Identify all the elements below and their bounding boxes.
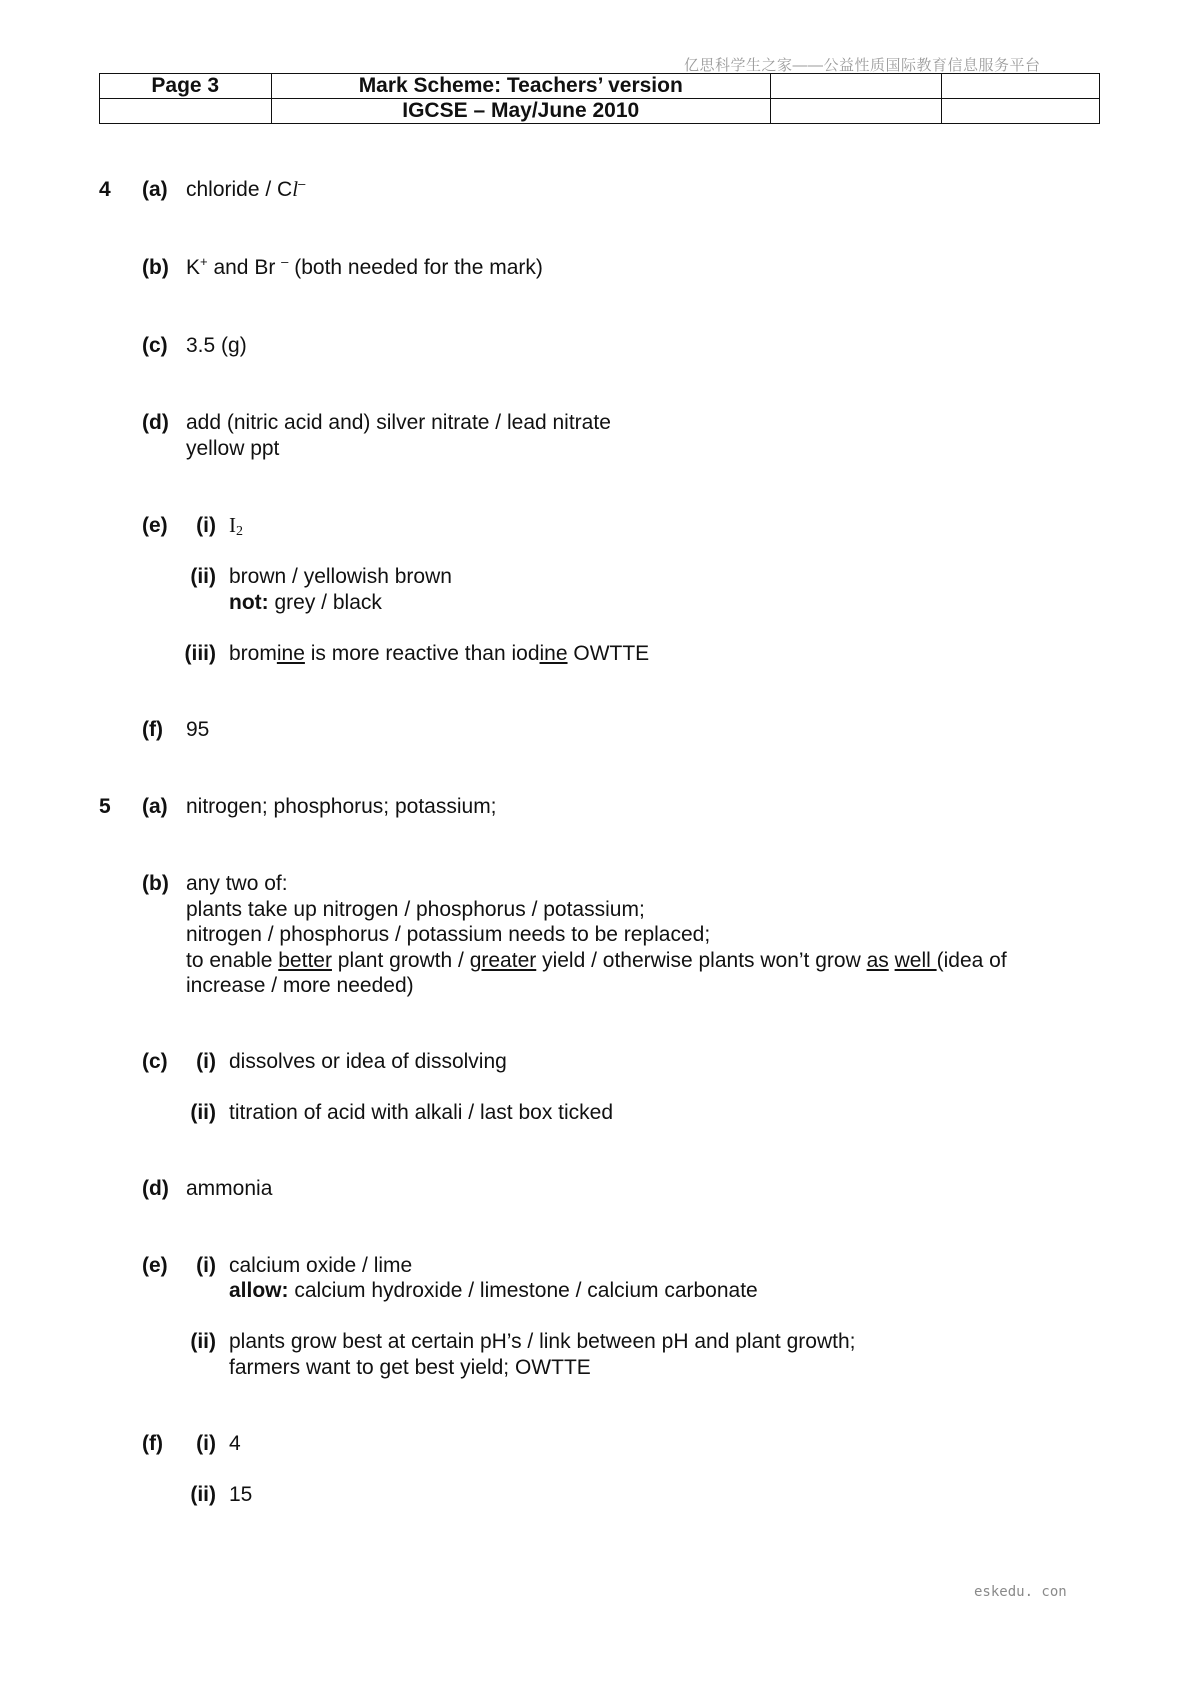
subpart-label: (ii) xyxy=(190,1101,216,1124)
part-label: (c) xyxy=(142,334,168,357)
subpart-label: (ii) xyxy=(190,1483,216,1506)
header-table xyxy=(99,73,1100,124)
part-label: (c) xyxy=(142,1050,168,1073)
answer-text: dissolves or idea of dissolving xyxy=(229,1050,507,1073)
header-empty-cell xyxy=(942,74,1100,99)
answer-text: allow: calcium hydroxide / limestone / calcium carbonate xyxy=(229,1279,758,1302)
answer-text: plants grow best at certain pH’s / link between pH and plant growth; xyxy=(229,1330,856,1353)
subpart-label: (ii) xyxy=(190,565,216,588)
part-label: (f) xyxy=(142,1432,163,1455)
page-number: Page 3 xyxy=(100,74,272,99)
answer-text: titration of acid with alkali / last box ticked xyxy=(229,1101,614,1124)
document-title: Mark Scheme: Teachers’ version xyxy=(271,74,770,99)
question-number: 5 xyxy=(99,795,111,818)
part-label: (a) xyxy=(142,795,168,818)
header-empty-cell xyxy=(770,74,942,99)
answer-text: not: grey / black xyxy=(229,591,382,614)
subpart-label: (iii) xyxy=(184,642,216,665)
answer-text: $I_2$ xyxy=(229,513,243,539)
subpart-label: (i) xyxy=(196,1050,216,1073)
subpart-label: (i) xyxy=(196,514,216,537)
answer-text: nitrogen / phosphorus / potassium needs to be replaced; xyxy=(186,923,711,946)
header-empty-cell xyxy=(942,99,1100,124)
part-label: (f) xyxy=(142,718,163,741)
subpart-label: (i) xyxy=(196,1254,216,1277)
answer-text: K+ and Br – (both needed for the mark) xyxy=(186,254,543,279)
part-label: (a) xyxy=(142,178,168,201)
part-label: (b) xyxy=(142,872,169,895)
header-empty-cell xyxy=(100,99,272,124)
answer-text: any two of: xyxy=(186,872,288,895)
part-label: (d) xyxy=(142,411,169,434)
answer-text: nitrogen; phosphorus; potassium; xyxy=(186,795,497,818)
answer-text: farmers want to get best yield; OWTTE xyxy=(229,1356,591,1379)
answer-text: increase / more needed) xyxy=(186,974,414,997)
answer-text: add (nitric acid and) silver nitrate / lead nitrate xyxy=(186,411,611,434)
exam-session: IGCSE – May/June 2010 xyxy=(271,99,770,124)
part-label: (e) xyxy=(142,1254,168,1277)
answer-text: 15 xyxy=(229,1483,253,1506)
watermark-top: 亿思科学生之家——公益性质国际教育信息服务平台 xyxy=(684,57,1041,74)
subpart-label: (ii) xyxy=(190,1330,216,1353)
answer-text: plants take up nitrogen / phosphorus / potassium; xyxy=(186,898,645,921)
part-label: (d) xyxy=(142,1177,169,1200)
answer-text: yellow ppt xyxy=(186,437,280,460)
answer-text: brown / yellowish brown xyxy=(229,565,452,588)
watermark-bottom: eskedu. con xyxy=(974,1584,1067,1600)
part-label: (e) xyxy=(142,514,168,537)
answer-text: calcium oxide / lime xyxy=(229,1254,413,1277)
header-empty-cell xyxy=(770,99,942,124)
answer-text: chloride / Cl– xyxy=(186,176,306,201)
answer-text: 3.5 (g) xyxy=(186,334,247,357)
part-label: (b) xyxy=(142,256,169,279)
answer-text: 95 xyxy=(186,718,210,741)
answer-text: ammonia xyxy=(186,1177,273,1200)
answer-text: bromine is more reactive than iodine OWTTE xyxy=(229,642,650,665)
subpart-label: (i) xyxy=(196,1432,216,1455)
answer-text: 4 xyxy=(229,1432,241,1455)
question-number: 4 xyxy=(99,178,111,201)
answer-text: to enable better plant growth / greater yield / otherwise plants won’t grow as well (idea of xyxy=(186,949,1007,972)
